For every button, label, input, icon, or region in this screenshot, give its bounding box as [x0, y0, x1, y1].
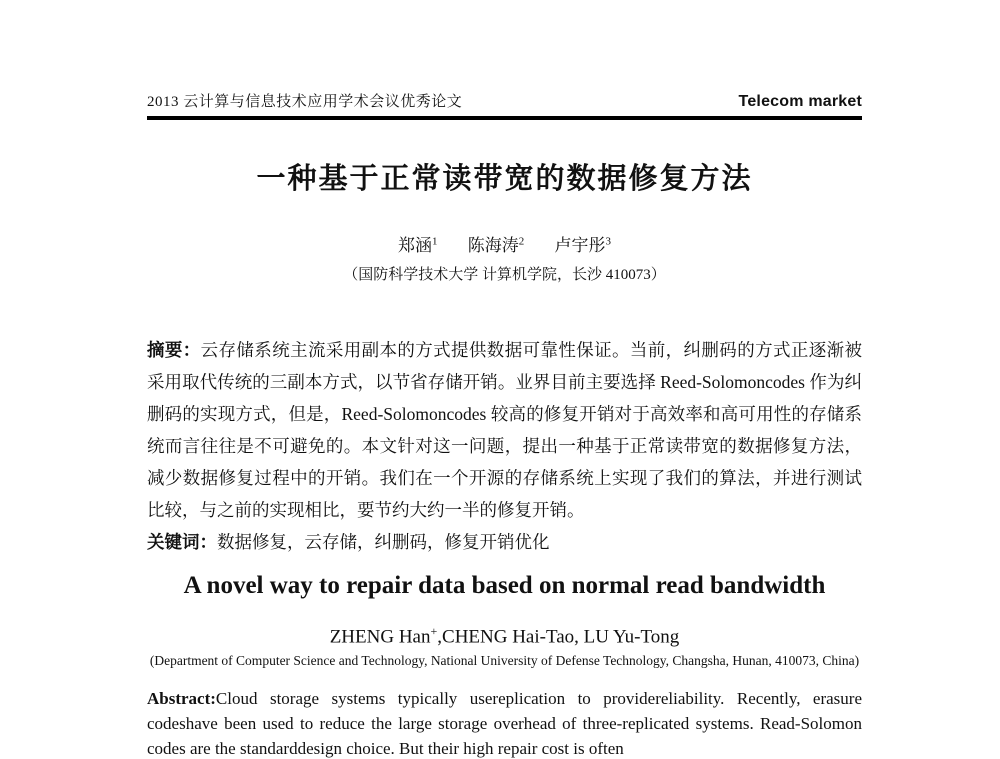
- affiliation-cn: （国防科学技术大学 计算机学院，长沙 410073）: [343, 267, 666, 283]
- author-name: 卢宇彤: [554, 236, 606, 255]
- journal-name: Telecom market: [738, 93, 862, 110]
- abstract-en: [147, 686, 862, 759]
- page-header: [147, 90, 862, 111]
- author-name: 郑涵: [398, 236, 432, 255]
- abstract-text-en: Cloud storage systems typically usereplication to providereliability. Recently, erasure codeshave been used to reduce the large storage overhead of three-replicated systems. Read-Solomon codes are the standarddesign choice. But their high repair cost is often: [147, 689, 862, 759]
- abstract-label-cn: 摘要：: [147, 340, 201, 360]
- authors-en-rest: ,CHENG Hai-Tao, LU Yu-Tong: [437, 626, 680, 648]
- paper-title-en: A novel way to repair data based on normal read bandwidth: [183, 572, 826, 599]
- author-en-first: ZHENG Han: [329, 626, 431, 648]
- abstract-cn: [147, 334, 862, 526]
- header-rule: [147, 116, 862, 120]
- affiliation-en: (Department of Computer Science and Technology, National University of Defense Technology, Changsha, Hunan, 410073, China): [149, 653, 860, 669]
- abstract-label-en: Abstract:: [147, 689, 216, 709]
- author-cn: [398, 236, 438, 255]
- keywords-cn: [147, 526, 862, 558]
- abstract-text-cn: 云存储系统主流采用副本的方式提供数据可靠性保证。当前，纠删码的方式正逐渐被采用取代传统的三副本方式，以节省存储开销。业界目前主要选择 Reed-Solomoncodes 作为纠删码的实现方式，但是，Reed-Solomoncodes 较高的修复开销对于高效率和高可用性的存储系统而言往往是不可避免的。本文针对这一问题，提出一种基于正常读带宽的数据修复方法，减少数据修复过程中的开销。我们在一个开源的存储系统上实现了我们的算法，并进行测试比较，与之前的实现相比，要节约大约一半的修复开销。: [147, 340, 862, 520]
- keywords-text-cn: 数据修复，云存储，纠删码，修复开销优化: [217, 532, 550, 552]
- conference-note: 2013 云计算与信息技术应用学术会议优秀论文: [147, 94, 463, 110]
- paper-content: [0, 90, 1000, 759]
- author-sup: 2: [518, 235, 525, 248]
- authors-en: [147, 624, 862, 648]
- paper-title-cn: 一种基于正常读带宽的数据修复方法: [256, 163, 753, 195]
- author-name: 陈海涛: [467, 236, 519, 255]
- keywords-label-cn: 关键词：: [147, 532, 217, 552]
- author-sup: 1: [432, 235, 438, 248]
- author-sup: 3: [605, 235, 611, 248]
- author-en-sup: +: [430, 624, 438, 638]
- authors-cn: [147, 231, 862, 256]
- author-cn: [555, 236, 612, 255]
- author-cn: [468, 236, 525, 255]
